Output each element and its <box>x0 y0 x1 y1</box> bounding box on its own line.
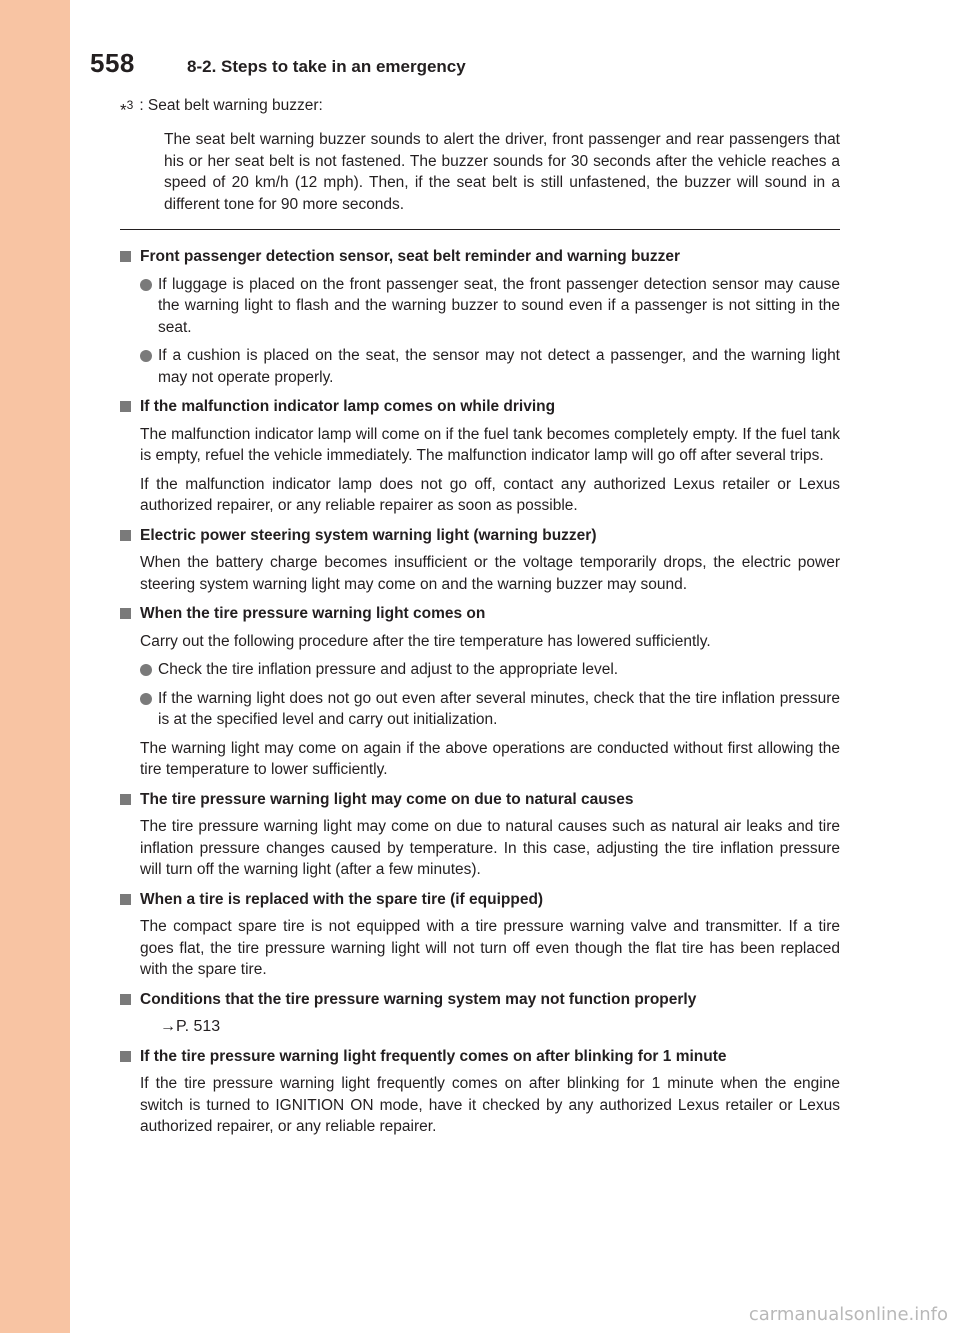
list-item: If luggage is placed on the front passenger seat, the front passenger detection sensor may cause the warning light to flash and the warning buzzer to sound even if a passenger is not sitting in the seat. <box>140 274 840 339</box>
divider <box>120 229 840 230</box>
section-title: 8-2. Steps to take in an emergency <box>187 57 466 76</box>
circle-bullet-icon <box>140 350 152 362</box>
topic-title: If the tire pressure warning light frequently comes on after blinking for 1 minute <box>140 1047 727 1065</box>
page-number: 558 <box>90 48 135 78</box>
footnote <box>120 95 840 215</box>
topic-title: Front passenger detection sensor, seat belt reminder and warning buzzer <box>140 248 681 266</box>
topic-title: When the tire pressure warning light comes on <box>140 605 486 623</box>
footnote-marker: *$^3$ <box>120 98 134 120</box>
square-bullet-icon <box>120 1051 131 1062</box>
page-header <box>90 48 960 88</box>
square-bullet-icon <box>120 608 131 619</box>
paragraph: The tire pressure warning light may come on due to natural causes such as natural air leaks and tire inflation pressure changes caused by temperature. In this case, adjusting the tire inflation pressure will turn off the warning light (after a few minutes). <box>140 818 840 879</box>
paragraph: When the battery charge becomes insufficient or the voltage temporarily drops, the electric power steering system warning light may come on and the warning buzzer may sound. <box>140 554 840 593</box>
list-item: If the warning light does not go out even after several minutes, check that the tire inflation pressure is at the specified level and carry out initialization. <box>140 688 840 731</box>
square-bullet-icon <box>120 894 131 905</box>
topic-title: When a tire is replaced with the spare tire (if equipped) <box>140 890 544 908</box>
topic-spare-tire <box>120 889 840 981</box>
paragraph: If the malfunction indicator lamp does not go off, contact any authorized Lexus retailer or Lexus authorized repairer, or any reliable repairer as soon as possible. <box>140 475 840 515</box>
topic-title: If the malfunction indicator lamp comes on while driving <box>140 398 556 416</box>
square-bullet-icon <box>120 994 131 1005</box>
square-bullet-icon <box>120 530 131 541</box>
circle-bullet-icon <box>140 693 152 705</box>
list-item: Check the tire inflation pressure and adjust to the appropriate level. <box>140 659 840 681</box>
footnote-text: The seat belt warning buzzer sounds to alert the driver, front passenger and rear passengers that his or her seat belt is not fastened. The buzzer sounds for 30 seconds after the vehicle reaches a speed of 20 km/h (12 mph). Then, if the seat belt is still unfastened, the buzzer will sound in a different tone for 90 more seconds. <box>164 131 840 213</box>
topic-system-conditions <box>120 989 840 1038</box>
topic-tire-pressure-light <box>120 603 840 781</box>
paragraph: The warning light may come on again if the above operations are conducted without first allowing the tire temperature to lower sufficiently. <box>140 739 840 779</box>
square-bullet-icon <box>120 401 131 412</box>
topic-passenger-detection <box>120 246 840 388</box>
list-item: If a cushion is placed on the seat, the sensor may not detect a passenger, and the warning light may not operate properly. <box>140 345 840 388</box>
page-content <box>120 95 840 1146</box>
watermark: carmanualsonline.info <box>748 1304 948 1325</box>
page-reference-link[interactable]: →P. 513 <box>160 1018 221 1036</box>
circle-bullet-icon <box>140 664 152 676</box>
paragraph: The compact spare tire is not equipped with a tire pressure warning valve and transmitter. If a tire goes flat, the tire pressure warning light will not turn off even though the flat tire has been replaced with the spare tire. <box>140 918 840 979</box>
chapter-side-band <box>0 0 70 1333</box>
topic-malfunction-lamp <box>120 396 840 517</box>
footnote-label: : Seat belt warning buzzer: <box>139 97 323 114</box>
paragraph: If the tire pressure warning light frequently comes on after blinking for 1 minute when the engine switch is turned to IGNITION ON mode, have it checked by any authorized Lexus retailer or Lexus authorized repairer, or any reliable repairer. <box>140 1075 840 1136</box>
topic-power-steering <box>120 525 840 596</box>
topic-title: The tire pressure warning light may come on due to natural causes <box>140 790 634 808</box>
square-bullet-icon <box>120 794 131 805</box>
square-bullet-icon <box>120 251 131 262</box>
topic-title: Conditions that the tire pressure warning system may not function properly <box>140 990 697 1008</box>
topic-natural-causes <box>120 789 840 881</box>
paragraph: Carry out the following procedure after the tire temperature has lowered sufficiently. <box>140 632 711 650</box>
paragraph: The malfunction indicator lamp will come on if the fuel tank becomes completely empty. If the fuel tank is empty, refuel the vehicle immediately. The malfunction indicator lamp will go off after several trips. <box>140 425 840 465</box>
topic-title: Electric power steering system warning light (warning buzzer) <box>140 526 597 544</box>
topic-frequent-blinking <box>120 1046 840 1138</box>
circle-bullet-icon <box>140 279 152 291</box>
